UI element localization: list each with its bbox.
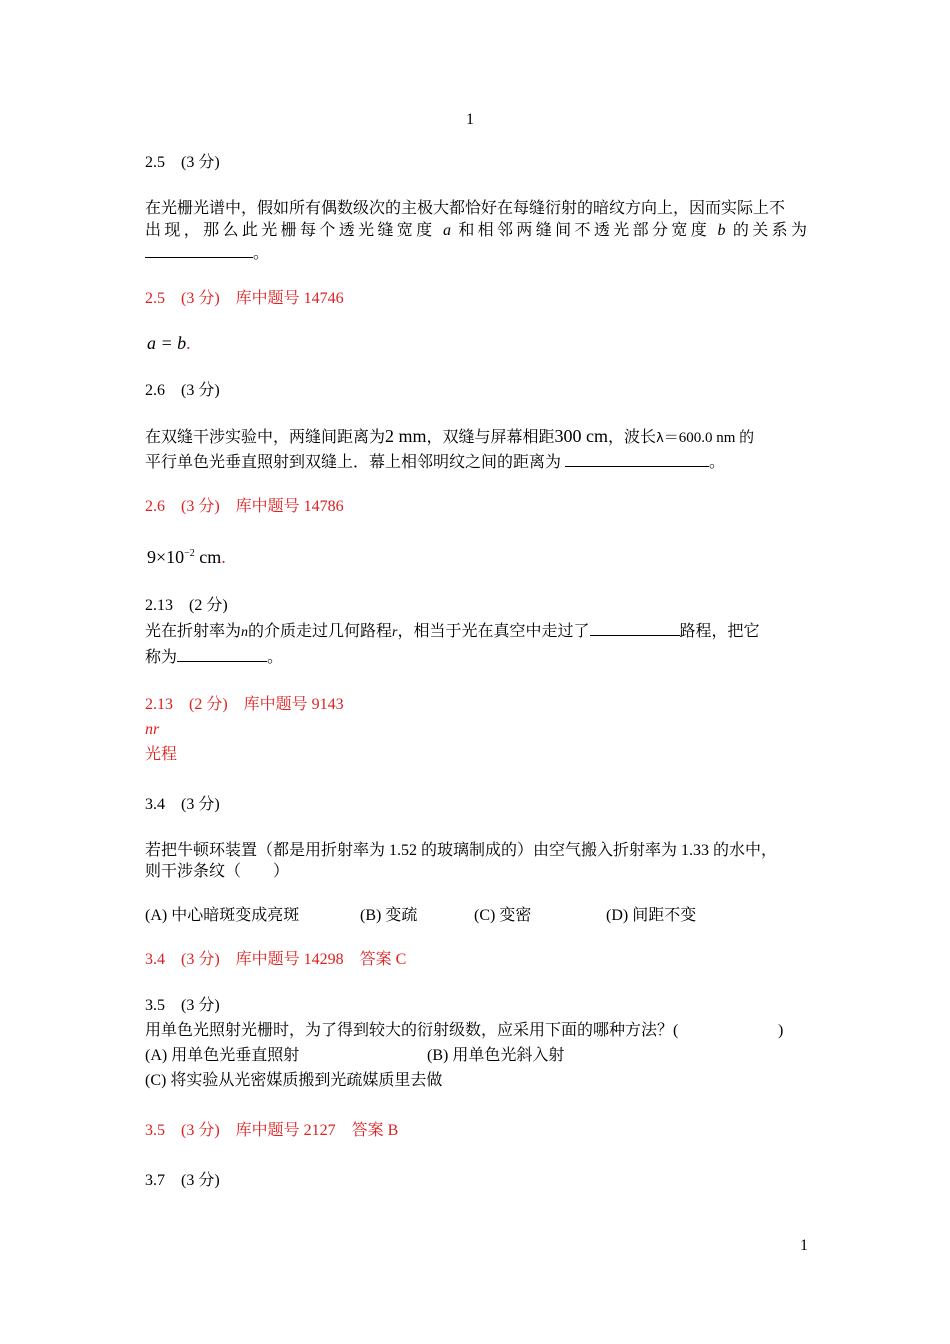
q26-line2 — [145, 452, 725, 473]
q25-line2-c: 的关系为 — [732, 222, 807, 239]
q26-line2-end: 。 — [709, 454, 726, 471]
q25-line3-end: 。 — [253, 245, 270, 262]
q213-line1-a: 光在折射率为 — [145, 623, 242, 640]
q26-answer — [147, 544, 226, 567]
q34-option-d: (D) 间距不变 — [606, 907, 697, 924]
q26-line1-d: ＝600.0 nm 的 — [663, 430, 755, 446]
q213-var-r: r — [392, 625, 398, 640]
q213-answer-heading: 2.13 (2 分) 库中题号 9143 — [145, 696, 344, 713]
q35-line1-end: ) — [778, 1022, 784, 1039]
q25-answer-blank — [145, 243, 253, 258]
q26-line1-a: 在双缝干涉实验中，两缝间距离为 — [145, 429, 386, 446]
q213-var-n: n — [241, 625, 249, 640]
q34-option-a: (A) 中心暗斑变成亮斑 — [145, 907, 300, 924]
q213-answer1: nr — [145, 721, 160, 738]
q213-line1-d: 路程，把它 — [679, 623, 760, 640]
q35-answer-heading: 3.5 (3 分) 库中题号 2127 答案 B — [145, 1122, 399, 1139]
q213-line2 — [145, 647, 283, 668]
q25-line2-a: 出现，那么此光栅每个透光缝宽度 — [145, 222, 436, 239]
q213-line1-b: 的介质走过几何路程 — [248, 623, 393, 640]
q25-line2-b: 和相邻两缝间不透光部分宽度 — [458, 222, 711, 239]
header-page-number: 1 — [466, 111, 474, 128]
q35-option-b: (B) 用单色光斜入射 — [427, 1047, 565, 1064]
footer-page-number: 1 — [800, 1237, 808, 1254]
q25-var-a: a — [442, 222, 451, 239]
q213-line2-a: 称为 — [145, 649, 178, 666]
q34-line2: 则干涉条纹（ ） — [145, 863, 290, 880]
q26-answer-blank — [565, 452, 709, 467]
q26-line1 — [145, 426, 754, 449]
q34-heading: 3.4 (3 分) — [145, 796, 220, 813]
q213-blank1 — [590, 621, 680, 636]
q35-option-c: (C) 将实验从光密媒质搬到光疏媒质里去做 — [145, 1072, 443, 1089]
q26-answer-dot: . — [221, 547, 226, 567]
q26-lambda: λ — [656, 431, 664, 446]
q25-var-b: b — [717, 222, 726, 239]
q25-answer-formula: a = b — [147, 333, 187, 353]
q25-heading: 2.5 (3 分) — [145, 154, 220, 171]
q213-heading: 2.13 (2 分) — [145, 597, 228, 614]
q213-line1-c: ，相当于光在真空中走过了 — [397, 623, 590, 640]
q35-line1: 用单色光照射光栅时，为了得到较大的衍射级数，应采用下面的哪种方法？( — [145, 1022, 679, 1039]
q35-option-a: (A) 用单色光垂直照射 — [145, 1047, 300, 1064]
q26-heading: 2.6 (3 分) — [145, 382, 220, 399]
q26-line2-text: 平行单色光垂直照射到双缝上．幕上相邻明纹之间的距离为 — [145, 454, 562, 471]
q213-line2-end: 。 — [267, 649, 284, 666]
q34-line1: 若把牛顿环装置（都是用折射率为 1.52 的玻璃制成的）由空气搬入折射率为 1.33 的水中， — [145, 842, 778, 859]
q25-answer-heading: 2.5 (3 分) 库中题号 14746 — [145, 290, 344, 307]
q26-answer-base: 9×10 — [147, 547, 185, 567]
q34-answer-heading: 3.4 (3 分) 库中题号 14298 答案 C — [145, 951, 407, 968]
q25-answer-dot: . — [186, 333, 191, 353]
q213-answer2: 光程 — [145, 746, 178, 763]
q26-slit-distance: 2 mm — [385, 426, 427, 446]
q25-line1: 在光栅光谱中，假如所有偶数级次的主极大都恰好在每缝衍射的暗纹方向上，因而实际上不 — [145, 200, 786, 217]
q37-heading: 3.7 (3 分) — [145, 1172, 220, 1189]
q34-option-b: (B) 变疏 — [360, 907, 418, 924]
q25-line3 — [145, 243, 269, 264]
q26-screen-distance: 300 cm — [554, 426, 609, 446]
q213-line1 — [145, 621, 760, 643]
q26-answer-exponent: −2 — [184, 548, 195, 559]
q213-blank2 — [177, 647, 267, 662]
q25-line2 — [145, 221, 807, 241]
q35-heading: 3.5 (3 分) — [145, 997, 220, 1014]
q25-answer — [147, 333, 191, 353]
q26-line1-c: ，波长 — [608, 429, 657, 446]
q26-answer-unit: cm — [194, 547, 222, 567]
q26-line1-b: ，双缝与屏幕相距 — [426, 429, 555, 446]
q26-answer-heading: 2.6 (3 分) 库中题号 14786 — [145, 498, 344, 515]
q34-option-c: (C) 变密 — [474, 907, 532, 924]
